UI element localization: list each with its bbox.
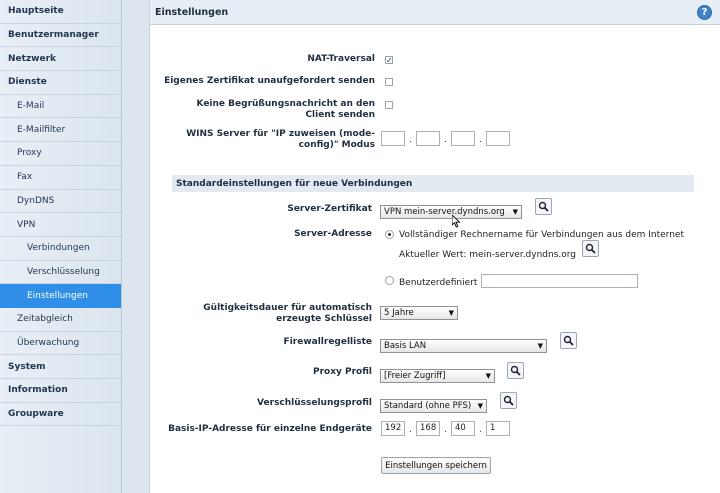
radio-full-hostname[interactable]	[385, 230, 394, 239]
nat-traversal-label: NAT-Traversal	[307, 54, 375, 64]
proxy-profile-label: Proxy Profil	[313, 367, 372, 377]
server-cert-select[interactable]	[380, 205, 522, 219]
wins-ip-octet-3[interactable]	[451, 131, 475, 146]
sidebar-item-verschlüsselung[interactable]	[0, 261, 121, 285]
base-ip-octet-2[interactable]: 168	[416, 421, 440, 436]
sidebar-item-groupware[interactable]	[0, 403, 121, 427]
sidebar-item-label: Verbindungen	[27, 243, 90, 254]
encryption-profile-value: Standard (ohne PFS)	[384, 401, 472, 411]
wins-ip-octet-4[interactable]	[486, 131, 510, 146]
sidebar-item-information[interactable]	[0, 379, 121, 403]
help-icon[interactable]: ?	[697, 5, 712, 20]
section-heading	[172, 175, 694, 192]
ip-separator: .	[409, 425, 412, 435]
sidebar-item-label: VPN	[17, 219, 36, 230]
firewall-label: Firewallregelliste	[283, 337, 372, 347]
encryption-profile-label: Verschlüsselungsprofil	[257, 398, 372, 408]
sidebar-item-system[interactable]	[0, 355, 121, 379]
sidebar-item-e-mailfilter[interactable]	[0, 118, 121, 142]
sidebar-item-label: System	[8, 361, 46, 372]
server-address-label: Server-Adresse	[294, 229, 372, 239]
sidebar-item-zeitabgleich[interactable]	[0, 308, 121, 332]
sidebar-item-label: Dienste	[8, 77, 47, 88]
sidebar-item-überwachung[interactable]	[0, 332, 121, 356]
main-panel	[149, 0, 720, 493]
sidebar-item-netzwerk[interactable]	[0, 47, 121, 71]
wins-server-label: WINS Server für "IP zuweisen (mode-config)" Modus	[186, 129, 375, 150]
sidebar-item-proxy[interactable]	[0, 142, 121, 166]
proxy-profile-value: [Freier Zugriff]	[384, 371, 446, 381]
wins-separator: .	[409, 135, 412, 145]
wins-ip-octet-2[interactable]	[416, 131, 440, 146]
base-ip-label: Basis-IP-Adresse für einzelne Endgeräte	[168, 424, 372, 434]
no-greeting-label: Keine Begrüßungsnachricht an den Client senden	[196, 99, 375, 120]
server-cert-value: VPN mein-server.dyndns.org	[384, 207, 505, 217]
key-validity-value: 5 Jahre	[384, 308, 414, 318]
sidebar	[0, 0, 122, 493]
sidebar-item-label: Netzwerk	[8, 53, 57, 64]
sidebar-item-label: Überwachung	[17, 337, 80, 348]
sidebar-item-label: Information	[8, 385, 68, 396]
search-icon[interactable]	[582, 240, 599, 257]
key-validity-select[interactable]	[380, 306, 458, 320]
sidebar-item-label: Proxy	[17, 148, 42, 159]
full-hostname-option: Vollständiger Rechnername für Verbindungen aus dem Internet	[399, 230, 684, 240]
chevron-down-icon: ▼	[477, 402, 483, 410]
base-ip-octet-1[interactable]: 192	[381, 421, 405, 436]
sidebar-item-label: Verschlüsselung	[27, 266, 100, 277]
sidebar-item-label: E-Mailfilter	[17, 124, 66, 135]
sidebar-item-label: Fax	[17, 172, 33, 183]
custom-address-input[interactable]	[481, 274, 638, 288]
mouse-cursor-icon	[452, 215, 461, 228]
sidebar-item-e-mail[interactable]	[0, 95, 121, 119]
sidebar-item-label: Groupware	[8, 409, 64, 420]
chevron-down-icon: ▼	[485, 372, 491, 380]
sidebar-item-label: E-Mail	[17, 101, 45, 112]
own-cert-checkbox[interactable]	[385, 78, 393, 86]
chevron-down-icon: ▼	[448, 309, 454, 317]
firewall-select[interactable]	[380, 339, 547, 353]
sidebar-item-label: Hauptseite	[8, 6, 64, 17]
sidebar-item-dienste[interactable]	[0, 71, 121, 95]
base-ip-octet-3[interactable]: 40	[451, 421, 475, 436]
wins-separator: .	[444, 135, 447, 145]
chevron-down-icon: ▼	[512, 208, 518, 216]
search-icon[interactable]	[535, 198, 552, 215]
chevron-down-icon: ▼	[537, 342, 543, 350]
save-button[interactable]	[381, 457, 491, 474]
sidebar-item-hauptseite[interactable]	[0, 0, 121, 24]
wins-ip-octet-1[interactable]	[381, 131, 405, 146]
firewall-value: Basis LAN	[384, 341, 427, 351]
sidebar-gutter	[122, 0, 149, 493]
ip-separator: .	[479, 425, 482, 435]
sidebar-item-benutzermanager[interactable]	[0, 24, 121, 48]
current-value-text: Aktueller Wert: mein-server.dyndns.org	[399, 250, 577, 260]
save-button-label: Einstellungen speichern	[385, 460, 487, 471]
no-greeting-checkbox[interactable]	[385, 101, 393, 109]
base-ip-octet-4[interactable]: 1	[486, 421, 510, 436]
ip-separator: .	[444, 425, 447, 435]
search-icon[interactable]	[500, 392, 517, 409]
radio-custom[interactable]	[385, 276, 394, 285]
sidebar-item-label: Einstellungen	[27, 290, 89, 301]
sidebar-item-label: Benutzermanager	[8, 30, 99, 41]
server-cert-label: Server-Zertifikat	[287, 204, 372, 214]
sidebar-item-label: Zeitabgleich	[17, 314, 73, 325]
sidebar-item-dyndns[interactable]	[0, 190, 121, 214]
custom-option: Benutzerdefiniert	[399, 278, 478, 288]
proxy-profile-select[interactable]	[380, 369, 495, 383]
section-title: Standardeinstellungen für neue Verbindungen	[176, 178, 413, 189]
sidebar-item-label: DynDNS	[17, 195, 55, 206]
sidebar-item-vpn[interactable]	[0, 213, 121, 237]
sidebar-item-verbindungen[interactable]	[0, 237, 121, 261]
wins-separator: .	[479, 135, 482, 145]
sidebar-item-einstellungen[interactable]	[0, 284, 121, 308]
key-validity-label: Gültigkeitsdauer für automatisch erzeugte Schlüssel	[203, 303, 372, 324]
nat-traversal-checkbox[interactable]: ✓	[386, 56, 393, 65]
search-icon[interactable]	[560, 332, 577, 349]
page-header	[150, 0, 720, 25]
page-title: Einstellungen	[155, 6, 229, 18]
sidebar-item-fax[interactable]	[0, 166, 121, 190]
search-icon[interactable]	[507, 362, 524, 379]
own-cert-label: Eigenes Zertifikat unaufgefordert senden	[164, 76, 375, 86]
encryption-profile-select[interactable]	[380, 399, 487, 413]
